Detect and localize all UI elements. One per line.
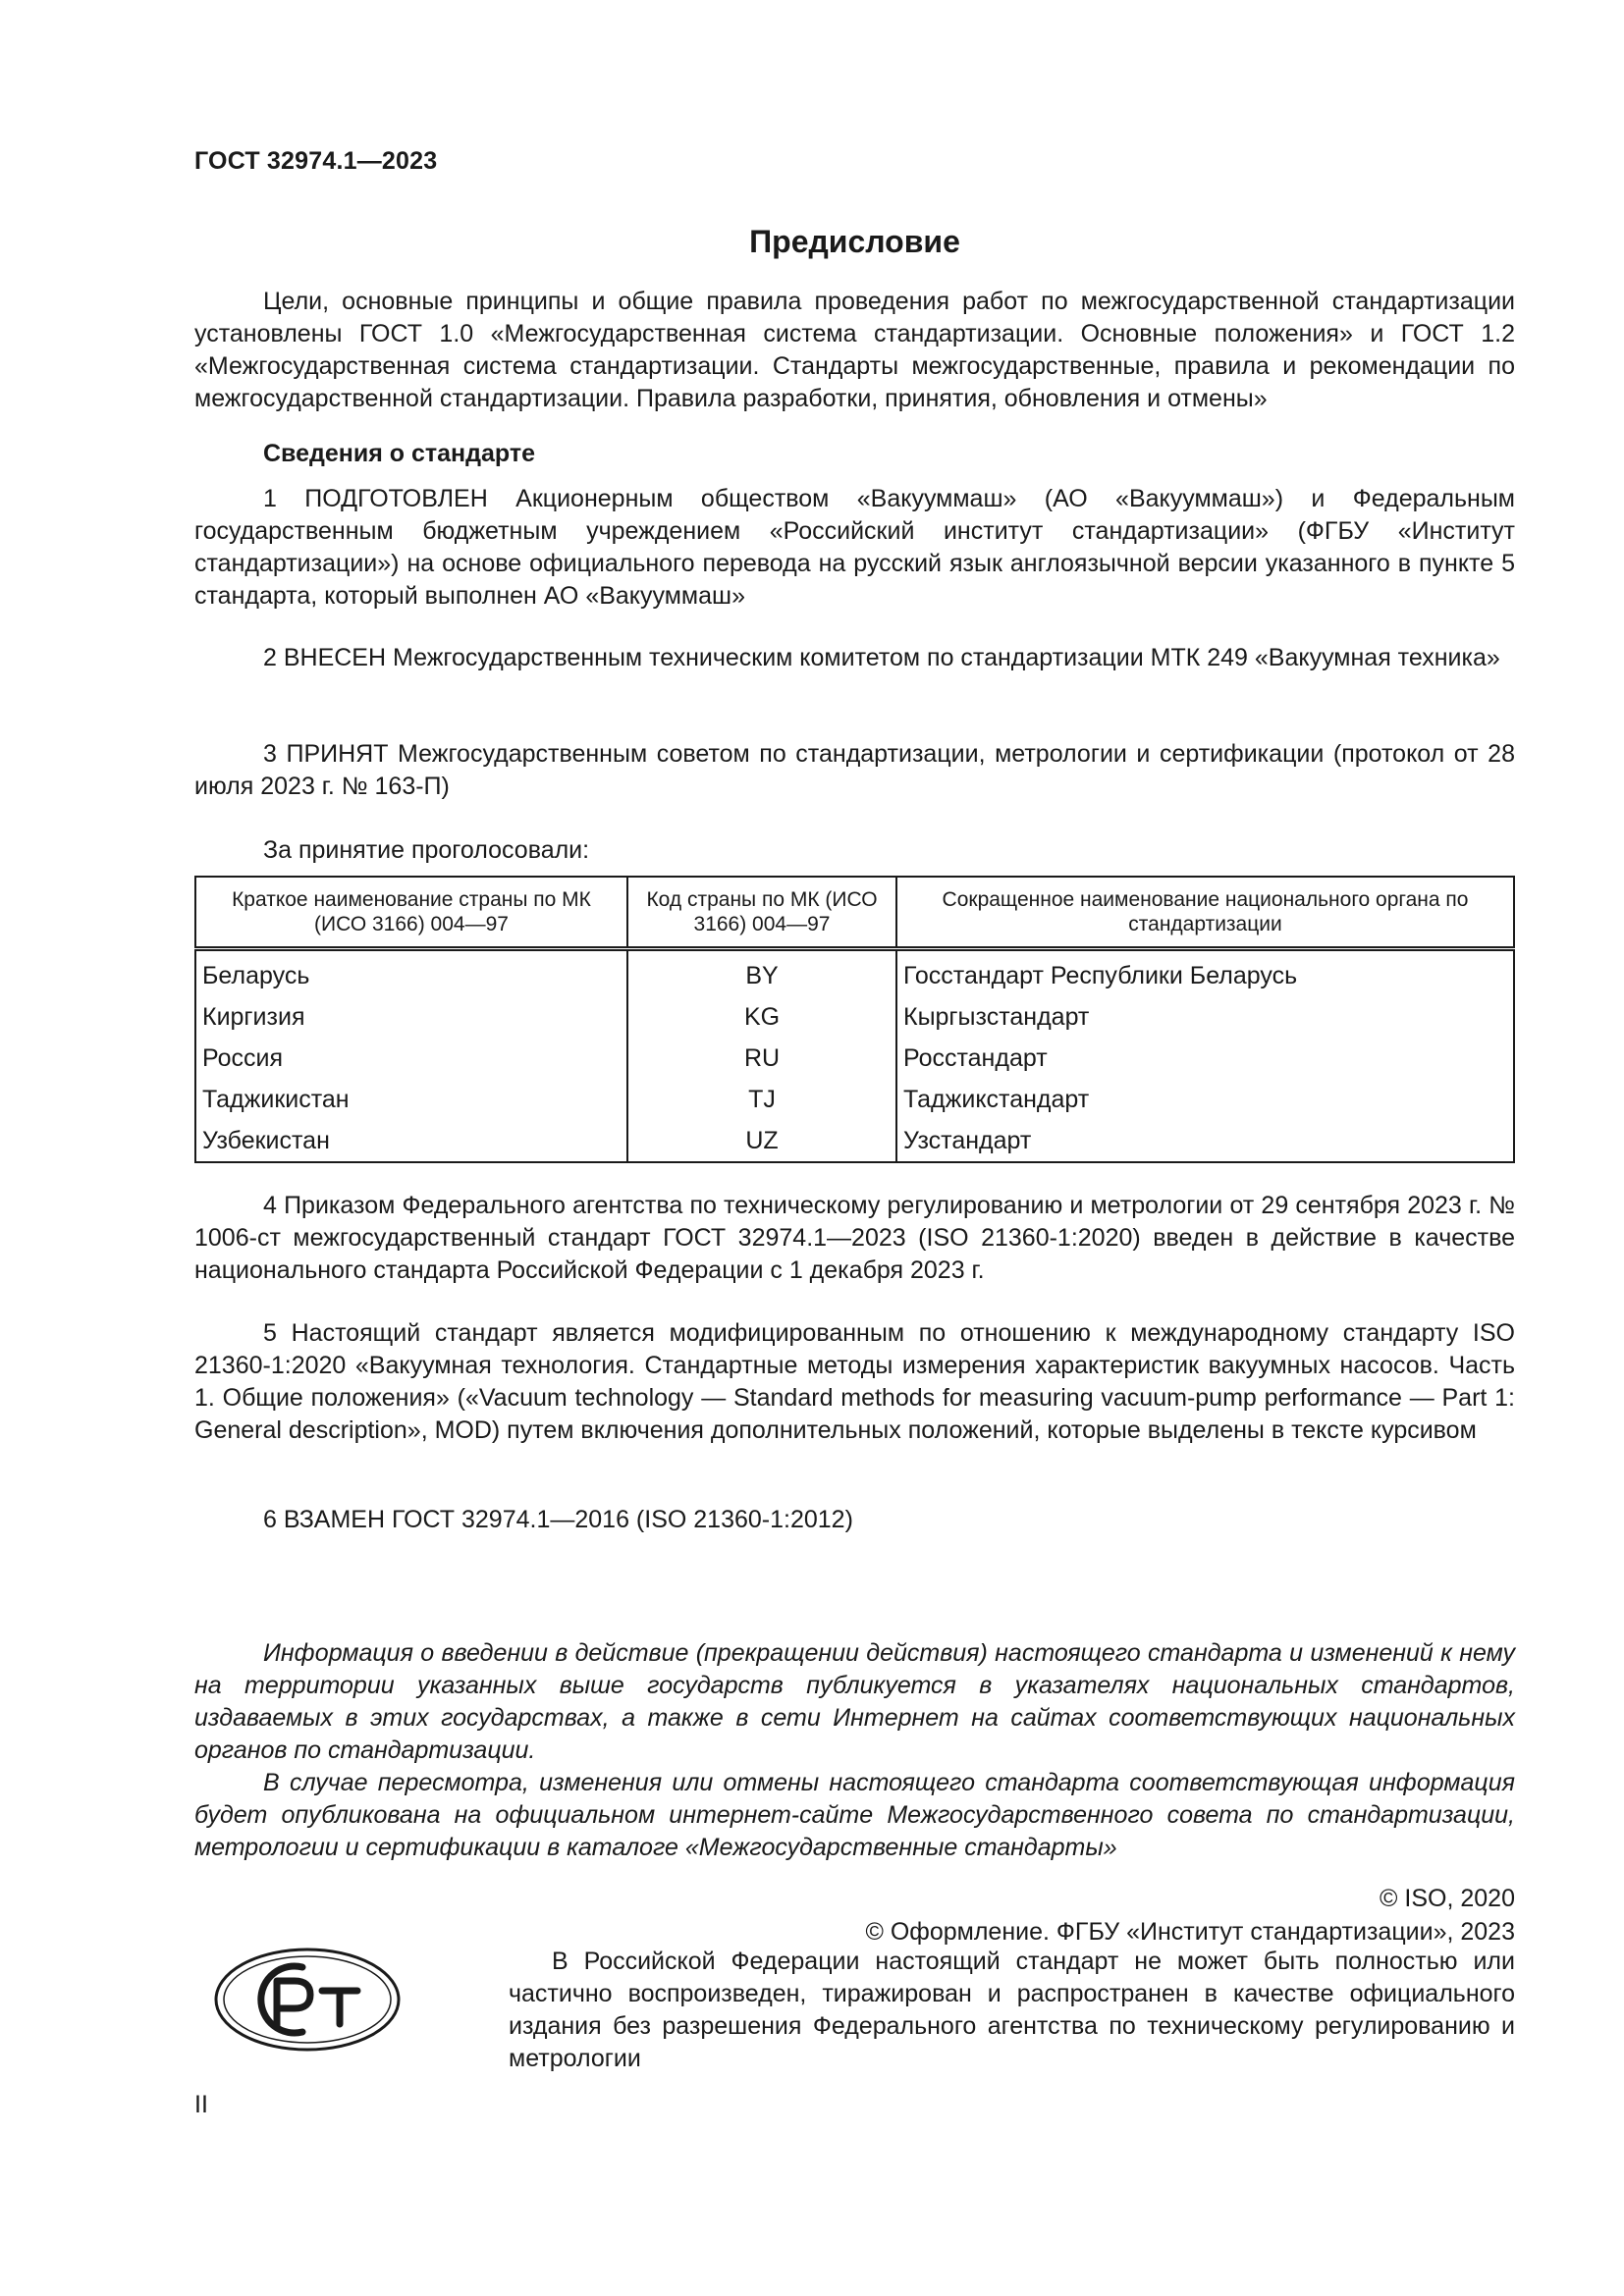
national-body-cell: Росстандарт [903, 1043, 1048, 1072]
info-paragraph-publication: Информация о введении в действие (прекращении действия) настоящего стандарта и изменений к нему на территории указанных выше государств публикуется в указателях национальных стандартов, издаваемых в этих государствах, а также в сети Интернет на сайтах соответствующих национальных органов по стандартизации. [194, 1639, 1515, 1764]
country-code-cell: TJ [627, 1079, 896, 1120]
votes-caption: За принятие проголосовали: [263, 836, 590, 864]
country-name-cell: Таджикистан [195, 1079, 627, 1120]
table-row [195, 949, 1514, 997]
country-code-cell: RU [627, 1038, 896, 1079]
copyright-iso: © ISO, 2020 [1380, 1885, 1515, 1912]
national-body-cell: Таджикстандарт [903, 1085, 1090, 1113]
country-code-cell: UZ [627, 1120, 896, 1162]
item-introduced: 2 ВНЕСЕН Межгосударственным техническим комитетом по стандартизации МТК 249 «Вакуумная техника» [263, 644, 1500, 671]
country-code-cell: BY [627, 949, 896, 997]
page-title: Предисловие [749, 224, 960, 259]
pst-certification-logo [212, 1946, 403, 2054]
header-country-name: Краткое наименование страны по МК (ИСО 3166) 004—97 [195, 877, 627, 949]
info-paragraph-revision: В случае пересмотра, изменения или отмены настоящего стандарта соответствующая информация будет опубликована на официальном интернет-сайте Межгосударственного совета по стандартизации, метрологии и сертификации в каталоге «Межгосударственные стандарты» [194, 1769, 1515, 1861]
table-row [195, 1038, 1514, 1079]
item-prepared: 1 ПОДГОТОВЛЕН Акционерным обществом «Вакууммаш» (АО «Вакууммаш») и Федеральным государственным бюджетным учреждением «Российский институт стандартизации» (ФГБУ «Институт стандартизации») на основе официального перевода на русский язык англоязычной версии указанного в пункте 5 стандарта, который выполнен АО «Вакууммаш» [194, 485, 1515, 610]
reproduction-rights-notice: В Российской Федерации настоящий стандарт не может быть полностью или частично воспроизведен, тиражирован и распространен в качестве официального издания без разрешения Федерального агентства по техническому регулированию и метрологии [509, 1948, 1515, 2072]
header-national-body: Сокращенное наименование национального органа по стандартизации [896, 877, 1514, 949]
item-order: 4 Приказом Федерального агентства по техническому регулированию и метрологии от 29 сентября 2023 г. № 1006-ст межгосударственный стандарт ГОСТ 32974.1—2023 (ISO 21360-1:2020) введен в действие в качестве национального стандарта Российской Федерации с 1 декабря 2023 г. [194, 1192, 1515, 1284]
table-row [195, 996, 1514, 1038]
item-modified: 5 Настоящий стандарт является модифицированным по отношению к международному стандарту ISO 21360-1:2020 «Вакуумная технология. Стандартные методы измерения характеристик вакуумных насосов. Часть 1. Общие положения» («Vacuum technology — Standard methods for measuring vacuum-pump performance — Part 1: General description», MOD) путем включения дополнительных положений, которые выделены в тексте курсивом [194, 1319, 1515, 1444]
item-replaces: 6 ВЗАМЕН ГОСТ 32974.1—2016 (ISO 21360-1:2012) [263, 1506, 853, 1533]
table-row [195, 1079, 1514, 1120]
standard-code-header: ГОСТ 32974.1—2023 [194, 147, 438, 175]
votes-header-row [195, 877, 1514, 949]
copyright-design: © Оформление. ФГБУ «Институт стандартизации», 2023 [865, 1918, 1515, 1946]
country-name-cell: Узбекистан [195, 1120, 627, 1162]
page-number: II [194, 2091, 208, 2118]
item-adopted: 3 ПРИНЯТ Межгосударственным советом по стандартизации, метрологии и сертификации (протокол от 28 июля 2023 г. № 163-П) [194, 740, 1515, 800]
votes-table [194, 876, 1515, 1163]
country-name-cell: Россия [195, 1038, 627, 1079]
national-body-cell: Узстандарт [903, 1126, 1032, 1154]
section-subheading: Сведения о стандарте [263, 440, 536, 467]
country-name-cell: Киргизия [195, 996, 627, 1038]
header-country-code: Код страны по МК (ИСО 3166) 004—97 [627, 877, 896, 949]
country-code-cell: KG [627, 996, 896, 1038]
intro-paragraph: Цели, основные принципы и общие правила проведения работ по межгосударственной стандартизации установлены ГОСТ 1.0 «Межгосударственная система стандартизации. Основные положения» и ГОСТ 1.2 «Межгосударственная система стандартизации. Стандарты межгосударственные, правила и рекомендации по межгосударственной стандартизации. Правила разработки, принятия, обновления и отмены» [194, 288, 1515, 412]
national-body-cell: Кыргызстандарт [903, 1002, 1090, 1031]
country-name-cell: Беларусь [195, 949, 627, 997]
national-body-cell: Госстандарт Республики Беларусь [903, 961, 1298, 989]
table-row [195, 1120, 1514, 1162]
